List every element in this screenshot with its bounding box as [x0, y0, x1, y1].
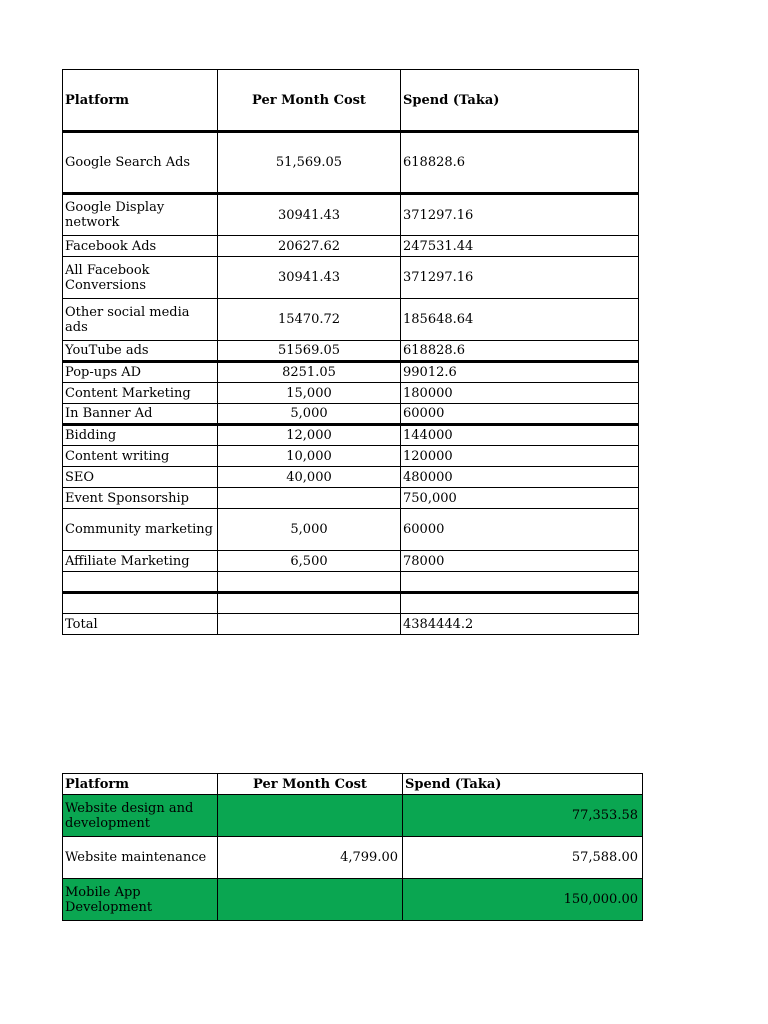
total-spend-value: 4384444.2 — [401, 614, 639, 635]
per-month-cost-cell: 51569.05 — [218, 341, 401, 362]
per-month-cost-cell: 30941.43 — [218, 194, 401, 236]
table-row — [63, 236, 639, 257]
spend-cell: 60000 — [401, 404, 639, 425]
platform-cell: Google Search Ads — [63, 132, 218, 194]
spend-cell: 120000 — [401, 446, 639, 467]
per-month-cost-cell — [218, 614, 401, 635]
spend-cell: 57,588.00 — [403, 837, 643, 879]
table-row — [63, 404, 639, 425]
per-month-cost-cell — [218, 572, 401, 593]
table-row — [63, 488, 639, 509]
table-row — [63, 879, 643, 921]
platform-cell: Content Marketing — [63, 383, 218, 404]
table-row — [63, 795, 643, 837]
platform-cell: Affiliate Marketing — [63, 551, 218, 572]
platform-cell — [63, 593, 218, 614]
table-row — [63, 551, 639, 572]
spend-cell: 618828.6 — [401, 341, 639, 362]
per-month-cost-cell: 15,000 — [218, 383, 401, 404]
header-platform: Platform — [63, 70, 218, 132]
platform-cell: Google Display network — [63, 194, 218, 236]
development-spend-table — [62, 773, 643, 921]
table-row — [63, 425, 639, 446]
table-row — [63, 837, 643, 879]
table-row — [63, 362, 639, 383]
spend-cell — [401, 572, 639, 593]
table-header-row — [63, 70, 639, 132]
header-per-month-cost: Per Month Cost — [218, 70, 401, 132]
per-month-cost-cell — [218, 879, 403, 921]
table-row — [63, 593, 639, 614]
platform-cell: Community marketing — [63, 509, 218, 551]
per-month-cost-cell: 6,500 — [218, 551, 401, 572]
spend-cell: 480000 — [401, 467, 639, 488]
spend-cell — [401, 593, 639, 614]
spend-cell: 750,000 — [401, 488, 639, 509]
per-month-cost-cell: 4,799.00 — [218, 837, 403, 879]
spend-cell: 618828.6 — [401, 132, 639, 194]
table-row — [63, 446, 639, 467]
per-month-cost-cell: 12,000 — [218, 425, 401, 446]
table-row — [63, 257, 639, 299]
marketing-spend-table — [62, 69, 639, 635]
table-row — [63, 572, 639, 593]
per-month-cost-cell: 5,000 — [218, 509, 401, 551]
header-platform: Platform — [63, 774, 218, 795]
spend-cell: 144000 — [401, 425, 639, 446]
table-header-row — [63, 774, 643, 795]
table-row — [63, 341, 639, 362]
table-row — [63, 194, 639, 236]
platform-cell: In Banner Ad — [63, 404, 218, 425]
spend-cell: 99012.6 — [401, 362, 639, 383]
spend-cell: 371297.16 — [401, 194, 639, 236]
per-month-cost-cell: 51,569.05 — [218, 132, 401, 194]
platform-cell: YouTube ads — [63, 341, 218, 362]
per-month-cost-cell: 10,000 — [218, 446, 401, 467]
per-month-cost-cell — [218, 593, 401, 614]
spend-cell: 185648.64 — [401, 299, 639, 341]
spend-cell: 150,000.00 — [403, 879, 643, 921]
platform-cell: Event Sponsorship — [63, 488, 218, 509]
platform-cell — [63, 572, 218, 593]
per-month-cost-cell — [218, 488, 401, 509]
per-month-cost-cell: 40,000 — [218, 467, 401, 488]
platform-cell: Website design and development — [63, 795, 218, 837]
table-row — [63, 299, 639, 341]
header-spend: Spend (Taka) — [401, 70, 639, 132]
table-row — [63, 132, 639, 194]
platform-cell: Pop-ups AD — [63, 362, 218, 383]
spend-cell: 77,353.58 — [403, 795, 643, 837]
spend-cell: 180000 — [401, 383, 639, 404]
per-month-cost-cell — [218, 795, 403, 837]
spend-cell: 247531.44 — [401, 236, 639, 257]
platform-cell: Bidding — [63, 425, 218, 446]
total-row — [63, 614, 639, 635]
platform-cell: All Facebook Conversions — [63, 257, 218, 299]
per-month-cost-cell: 15470.72 — [218, 299, 401, 341]
platform-cell: Content writing — [63, 446, 218, 467]
platform-cell: SEO — [63, 467, 218, 488]
table-row — [63, 509, 639, 551]
header-per-month-cost: Per Month Cost — [218, 774, 403, 795]
table-row — [63, 383, 639, 404]
platform-cell: Facebook Ads — [63, 236, 218, 257]
header-spend: Spend (Taka) — [403, 774, 643, 795]
platform-cell: Website maintenance — [63, 837, 218, 879]
platform-cell: Other social media ads — [63, 299, 218, 341]
per-month-cost-cell: 30941.43 — [218, 257, 401, 299]
spend-cell: 371297.16 — [401, 257, 639, 299]
total-label: Total — [63, 614, 218, 635]
table-row — [63, 467, 639, 488]
spend-cell: 78000 — [401, 551, 639, 572]
per-month-cost-cell: 8251.05 — [218, 362, 401, 383]
per-month-cost-cell: 20627.62 — [218, 236, 401, 257]
per-month-cost-cell: 5,000 — [218, 404, 401, 425]
platform-cell: Mobile App Development — [63, 879, 218, 921]
spend-cell: 60000 — [401, 509, 639, 551]
